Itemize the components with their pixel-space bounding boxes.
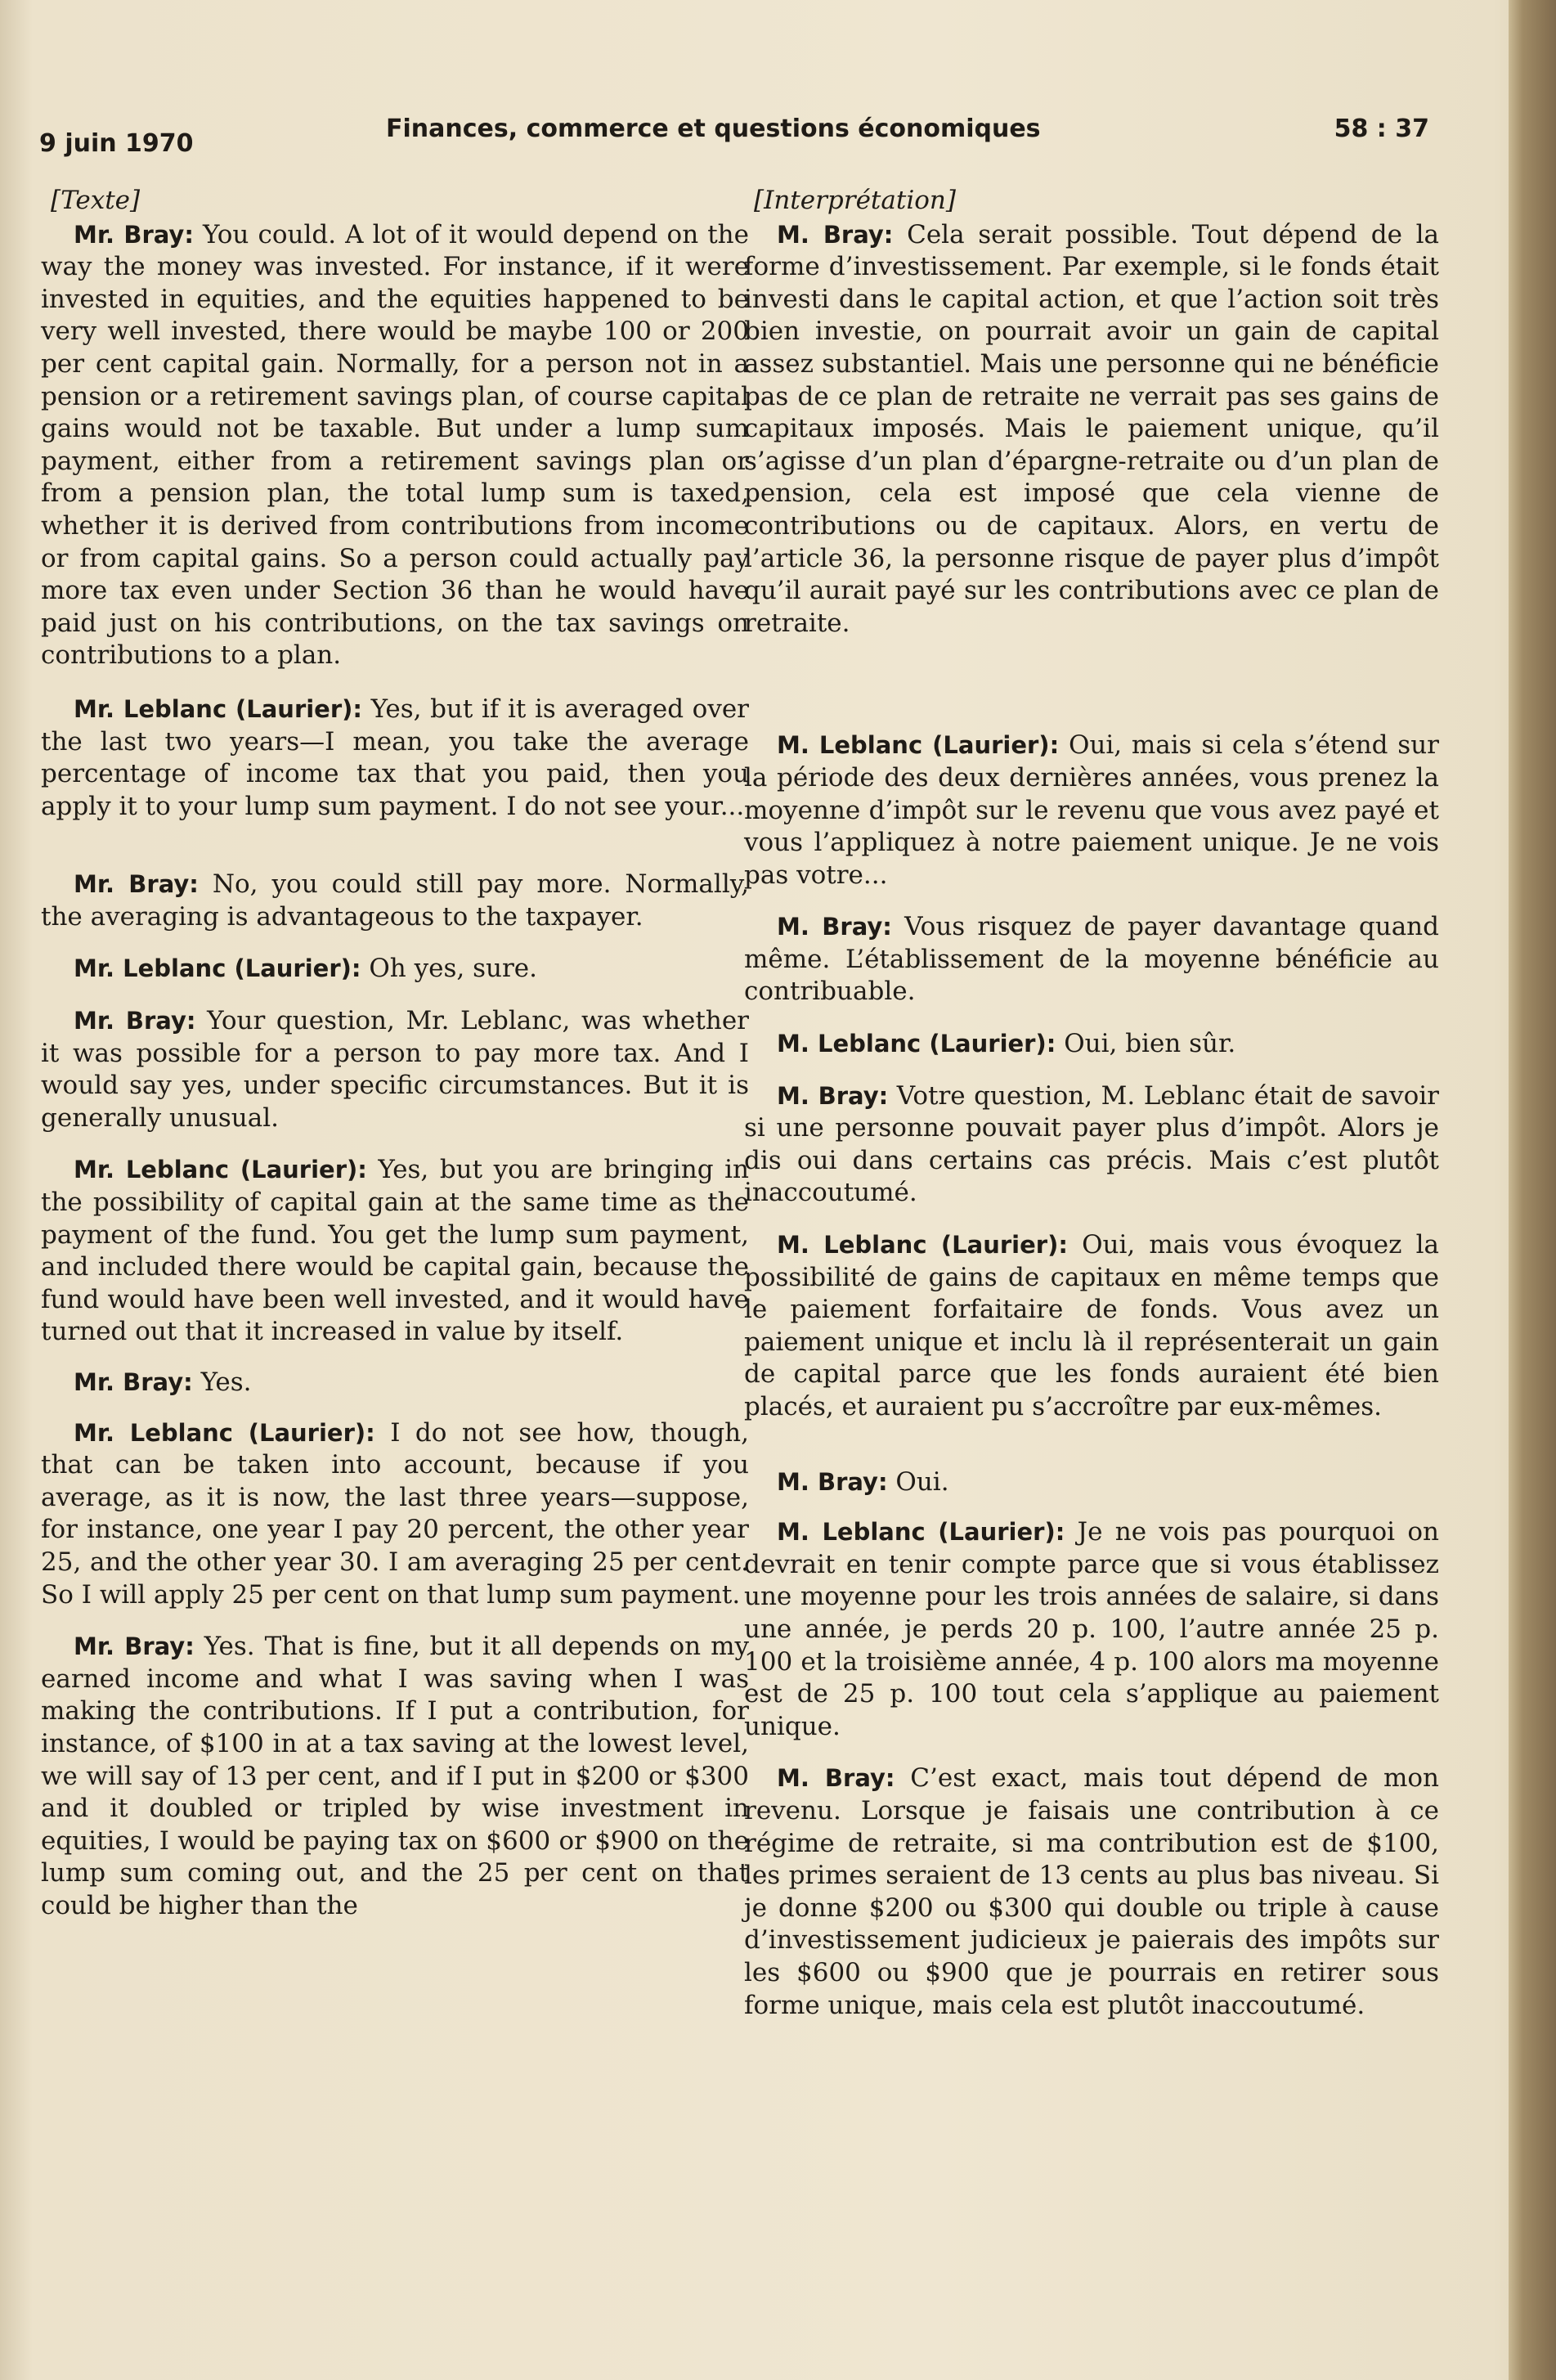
speech-text: Yes. xyxy=(200,1367,252,1397)
speech-text: Vous risquez de payer davantage quand même. L’établissement de la moyenne bénéficie au contribuable. xyxy=(744,912,1439,1007)
french-language-label: [Interprétation] xyxy=(754,186,956,215)
speech-text: Your question, Mr. Leblanc, was whether it was possible for a person to pay more tax. And I would say yes, under specific circumstances. But it is generally unusual. xyxy=(41,1006,749,1133)
speaker-name: M. Leblanc (Laurier): xyxy=(777,1030,1056,1058)
speech-text: Oui, bien sûr. xyxy=(1064,1029,1236,1059)
english-language-label: [Texte] xyxy=(51,186,141,215)
speech-text: Oui, mais si cela s’étend sur la période des deux dernières années, vous prenez la moyenne d’impôt sur le revenu que vous avez payé et vous l’appliquez à notre paiement unique. Je ne vois pas votre... xyxy=(744,730,1439,890)
header-page-number: 58 : 37 xyxy=(1334,115,1429,143)
speaker-name: M. Bray: xyxy=(777,1081,889,1110)
speaker-name: Mr. Leblanc (Laurier): xyxy=(74,694,363,723)
speech-text: Oui. xyxy=(895,1466,949,1497)
book-binding-edge xyxy=(1509,0,1556,2380)
speaker-name: Mr. Bray: xyxy=(74,1632,195,1661)
speech-text: Votre question, M. Leblanc était de savoir si une personne pouvait payer plus d’impôt. Alors je dis oui dans certains cas précis. Mais c’est plutôt inaccoutumé. xyxy=(744,1080,1439,1208)
french-paragraph xyxy=(744,1516,1439,1743)
french-paragraph xyxy=(744,1229,1439,1424)
speaker-name: M. Leblanc (Laurier): xyxy=(777,1231,1068,1260)
english-paragraph xyxy=(41,869,749,933)
speaker-name: Mr. Leblanc (Laurier): xyxy=(74,954,361,983)
speaker-name: Mr. Bray: xyxy=(74,870,199,899)
french-paragraph xyxy=(744,911,1439,1008)
speech-text: Yes, but if it is averaged over the last two years—I mean, you take the average percentage of income tax that you paid, then you apply it to your lump sum payment. I do not see your... xyxy=(41,694,750,821)
english-paragraph xyxy=(41,1367,749,1399)
speaker-name: M. Leblanc (Laurier): xyxy=(777,1518,1065,1547)
speech-text: I do not see how, though, that can be taken into account, because if you average, as it is now, the last three years—suppose, for instance, one year I pay 20 percent, the other year 25, and the other year 30. I am averaging 25 per cent. So I will apply 25 per cent on that lump sum payment. xyxy=(41,1417,749,1610)
french-paragraph xyxy=(744,219,1439,640)
speech-text: Oui, mais vous évoquez la possibilité de gains de capitaux en même temps que le paiement forfaitaire de fonds. Vous avez un paiement unique et inclu là il représenterait un gain de capital parce que les fonds auraient été bien placés, et auraient pu s’accroître par eux-mêmes. xyxy=(744,1230,1439,1421)
speech-text: Oh yes, sure. xyxy=(369,954,537,984)
page-header xyxy=(39,115,1429,164)
speaker-name: M. Bray: xyxy=(777,913,892,941)
english-paragraph xyxy=(41,1005,749,1134)
speaker-name: M. Leblanc (Laurier): xyxy=(777,731,1060,760)
english-paragraph xyxy=(41,219,749,672)
english-paragraph xyxy=(41,1631,749,1922)
speech-text: Cela serait possible. Tout dépend de la forme d’investissement. Par exemple, si le fonds était investi dans le capital action, et que l’action soit très bien investie, on pourrait avoir un gain de capital assez substantiel. Mais une personne qui ne bénéficie pas de ce plan de retraite ne verrait pas ses gains de capitaux imposés. Mais le paiement unique, qu’il s’agisse d’un plan d’épargne-retraite ou d’un plan de pension, cela est imposé que cela vienne de contributions ou de capitaux. Alors, en vertu de l’article 36, la personne risque de payer plus d’impôt qu’il aurait payé sur les contributions avec ce plan de retraite. xyxy=(744,219,1440,638)
speaker-name: Mr. Bray: xyxy=(74,220,194,249)
speech-text: C’est exact, mais tout dépend de mon revenu. Lorsque je faisais une contribution à ce régime de retraite, si ma contribution est de $100, les primes seraient de 13 cents au plus bas niveau. Si je donne $200 ou $300 qui double ou triple à cause d’investissement judicieux je paierais des impôts sur les $600 ou $900 que je pourrais en retirer sous forme unique, mais cela est plutôt inaccoutumé. xyxy=(744,1763,1439,2020)
french-paragraph xyxy=(744,1763,1439,2022)
english-paragraph xyxy=(41,953,749,986)
speech-text: Yes, but you are bringing in the possibility of capital gain at the same time as the payment of the fund. You get the lump sum payment, and included there would be capital gain, because the fund would have been well invested, and it would have turned out that it increased in value by itself. xyxy=(41,1155,750,1347)
french-paragraph xyxy=(744,1080,1439,1210)
english-paragraph xyxy=(41,694,749,823)
speech-text: No, you could still pay more. Normally, the averaging is advantageous to the taxpayer. xyxy=(41,869,749,932)
english-paragraph xyxy=(41,1417,749,1612)
speech-text: Je ne vois pas pourquoi on devrait en tenir compte parce que si vous établissez une moyenne pour les trois années de salaire, si dans une année, je perds 20 p. 100, l’autre année 25 p. 100 et la troisième année, 4 p. 100 alors ma moyenne est de 25 p. 100 tout cela s’applique au paiement unique. xyxy=(744,1517,1439,1741)
speech-text: You could. A lot of it would depend on the way the money was invested. For instance, if it were invested in equities, and the equities happened to be very well invested, there would be maybe 100 or 200 per cent capital gain. Normally, for a person not in a pension or a retirement savings plan, of course capital gains would not be taxable. But under a lump sum payment, either from a retirement savings plan or from a pension plan, the total lump sum is taxed, whether it is derived from contributions from income or from capital gains. So a person could actually pay more tax even under Section 36 than he would have paid just on his contributions, on the tax savings on contributions to a plan. xyxy=(41,219,749,671)
french-paragraph xyxy=(744,1466,1439,1499)
speaker-name: M. Bray: xyxy=(777,1764,895,1793)
french-paragraph xyxy=(744,1028,1439,1061)
speaker-name: Mr. Leblanc (Laurier): xyxy=(74,1418,375,1447)
speaker-name: M. Bray: xyxy=(777,220,894,249)
speaker-name: Mr. Leblanc (Laurier): xyxy=(74,1156,367,1184)
english-column xyxy=(41,185,749,1942)
french-paragraph xyxy=(744,730,1439,891)
speaker-name: Mr. Bray: xyxy=(74,1007,196,1035)
speaker-name: M. Bray: xyxy=(777,1467,888,1496)
speech-text: Yes. That is fine, but it all depends on my earned income and what I was saving when I was making the contributions. If I put a contribution, for instance, of $100 in at a tax saving at the lowest level, we will say of 13 per cent, and if I put in $200 or $300 and it doubled or tripled by wise investment in equities, I would be paying tax on $600 or $900 on the lump sum coming out, and the 25 per cent on that could be higher than the xyxy=(41,1632,749,1920)
header-date: 9 juin 1970 xyxy=(39,129,194,158)
speaker-name: Mr. Bray: xyxy=(74,1368,193,1396)
header-title: Finances, commerce et questions économiques xyxy=(386,115,1041,143)
english-paragraph xyxy=(41,1154,749,1349)
french-column xyxy=(744,185,1439,2041)
